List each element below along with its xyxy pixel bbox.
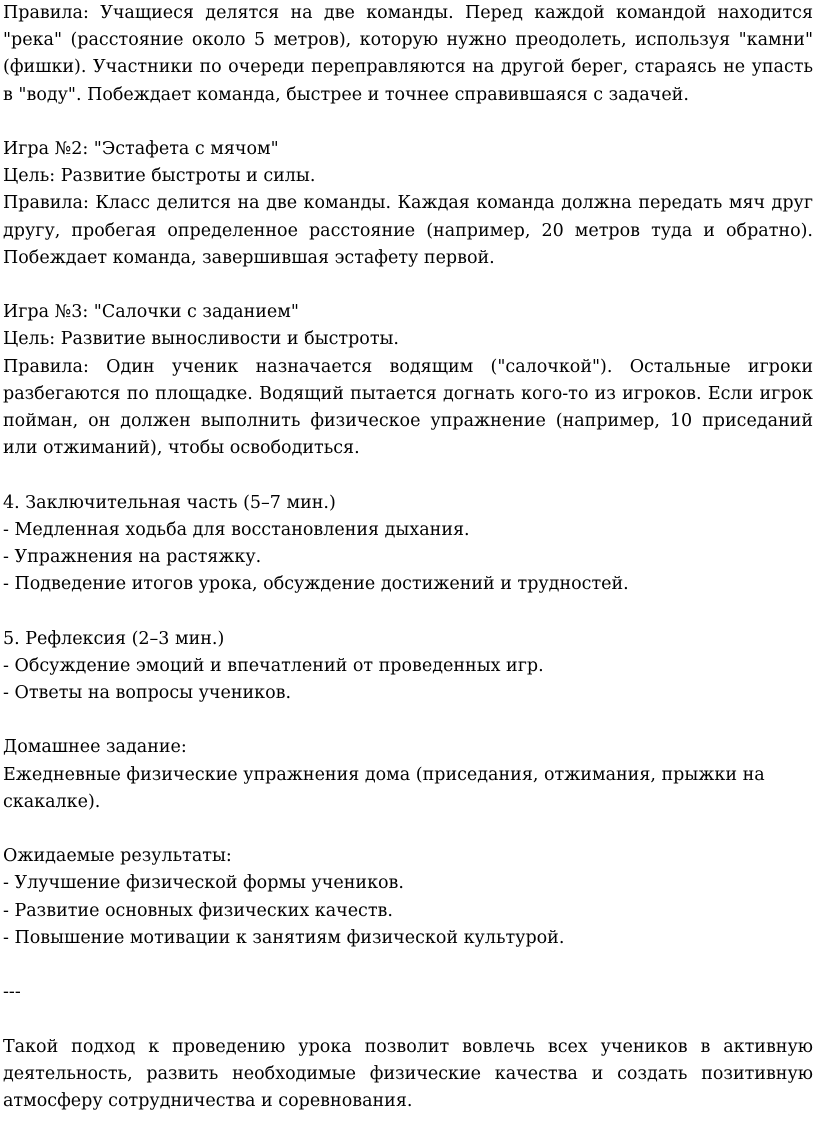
spacer (3, 952, 813, 979)
expected-heading: Ожидаемые результаты: (3, 846, 232, 867)
spacer (3, 598, 813, 625)
spacer (3, 816, 813, 843)
conclusion-text: Такой подход к проведению урока позволит вовлечь всех учеников в активную деятельность, развить необходимые физические качества и создать позитивную атмосферу сотрудничества и соревнования. (3, 1036, 813, 1111)
spacer (3, 272, 813, 299)
game3-goal: Цель: Развитие выносливости и быстроты. (3, 329, 399, 350)
spacer (3, 707, 813, 734)
expected-item: - Повышение мотивации к занятиям физической культурой. (3, 927, 565, 948)
reflection-item: - Ответы на вопросы учеников. (3, 683, 292, 704)
final-part-heading: 4. Заключительная часть (5–7 мин.) (3, 492, 336, 513)
final-part-item: - Медленная ходьба для восстановления дыхания. (3, 519, 470, 540)
game2-title: Игра №2: "Эстафета с мячом" (3, 139, 279, 159)
separator-line: --- (3, 982, 21, 1003)
game3-title: Игра №3: "Салочки с заданием" (3, 302, 299, 323)
final-part-item: - Упражнения на растяжку. (3, 547, 262, 568)
game1-rules: Правила: Учащиеся делятся на две команды. Перед каждой командой находится "река" (расстояние около 5 метров), которую нужно преодолеть, используя "камни" (фишки). Участники по очереди переправляются на другой берег, стараясь не упасть в "воду". Побеждает команда, быстрее и точнее справившаяся с задачей. (3, 3, 813, 105)
game2-rules: Правила: Класс делится на две команды. Каждая команда должна передать мяч друг другу, пробегая определенное расстояние (например, 20 метров туда и обратно). Побеждает команда, завершившая эстафету первой. (3, 193, 813, 268)
homework-heading: Домашнее задание: (3, 737, 187, 758)
reflection-heading: 5. Рефлексия (2–3 мин.) (3, 628, 225, 649)
homework-text: Ежедневные физические упражнения дома (приседания, отжимания, прыжки на скакалке). (3, 764, 765, 812)
expected-item: - Развитие основных физических качеств. (3, 900, 393, 921)
spacer (3, 462, 813, 489)
document-page (3, 0, 813, 1115)
expected-item: - Улучшение физической формы учеников. (3, 873, 404, 894)
spacer (3, 1006, 813, 1033)
game2-goal: Цель: Развитие быстроты и силы. (3, 166, 316, 187)
reflection-item: - Обсуждение эмоций и впечатлений от проведенных игр. (3, 655, 544, 676)
game3-rules: Правила: Один ученик назначается водящим ("салочкой"). Остальные игроки разбегаются по площадке. Водящий пытается догнать кого-то из игроков. Если игрок пойман, он должен выполнить физическое упражнение (например, 10 приседаний или отжиманий), чтобы освободиться. (3, 356, 813, 459)
spacer (3, 109, 813, 136)
final-part-item: - Подведение итогов урока, обсуждение достижений и трудностей. (3, 574, 629, 595)
